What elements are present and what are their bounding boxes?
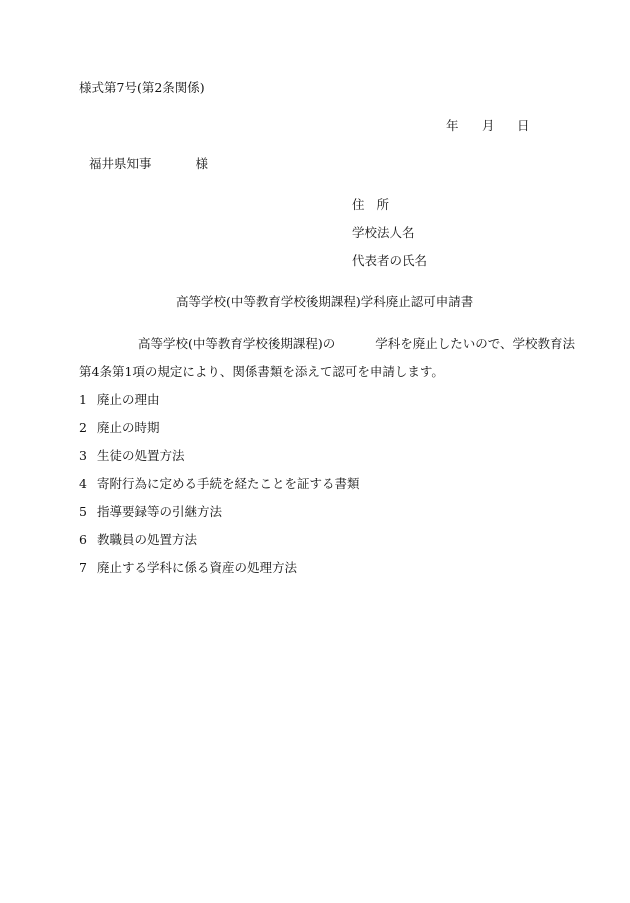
list-item-number: 5 [79, 504, 87, 519]
address-char-1: 住 [352, 197, 365, 212]
applicant-corporation-label: 学校法人名 [352, 225, 415, 240]
list-item-text: 教職員の処置方法 [97, 532, 198, 547]
list-item-number: 7 [79, 560, 87, 575]
address-char-2: 所 [376, 197, 390, 212]
applicant-address-label [352, 197, 389, 213]
list-item [79, 504, 222, 520]
list-item-number: 3 [79, 448, 87, 463]
body-line-2: 第4条第1項の規定により、関係書類を添えて認可を申請します。 [79, 364, 444, 379]
list-item-text: 指導要録等の引継方法 [97, 504, 223, 519]
addressee [89, 156, 208, 172]
list-item [79, 532, 197, 548]
list-item [79, 476, 360, 492]
date-day-label: 日 [517, 118, 530, 133]
date-month-label: 月 [482, 118, 495, 133]
date-year-label: 年 [446, 118, 459, 133]
list-item [79, 392, 160, 408]
date-line [446, 118, 530, 134]
list-item-number: 6 [79, 532, 87, 547]
body-line-1-part-b: 学科を廃止したいので、学校教育法 [375, 336, 576, 351]
list-item-text: 廃止の時期 [97, 420, 160, 435]
applicant-representative-label: 代表者の氏名 [352, 253, 428, 268]
document-title: 高等学校(中等教育学校後期課程)学科廃止認可申請書 [176, 294, 474, 309]
list-item [79, 420, 160, 436]
list-item-number: 4 [79, 476, 87, 491]
list-item-number: 2 [79, 420, 87, 435]
list-item-text: 生徒の処置方法 [97, 448, 185, 463]
body-line-1 [138, 336, 575, 352]
list-item-number: 1 [79, 392, 87, 407]
list-item-text: 廃止の理由 [97, 392, 160, 407]
list-item-text: 廃止する学科に係る資産の処理方法 [97, 560, 298, 575]
addressee-honorific: 様 [195, 156, 209, 171]
addressee-name: 福井県知事 [89, 156, 152, 171]
form-number: 様式第7号(第2条関係) [79, 80, 205, 95]
list-item-text: 寄附行為に定める手続を経たことを証する書類 [97, 476, 360, 491]
list-item [79, 560, 297, 576]
body-line-1-part-a: 高等学校(中等教育学校後期課程)の [138, 336, 336, 351]
list-item [79, 448, 185, 464]
